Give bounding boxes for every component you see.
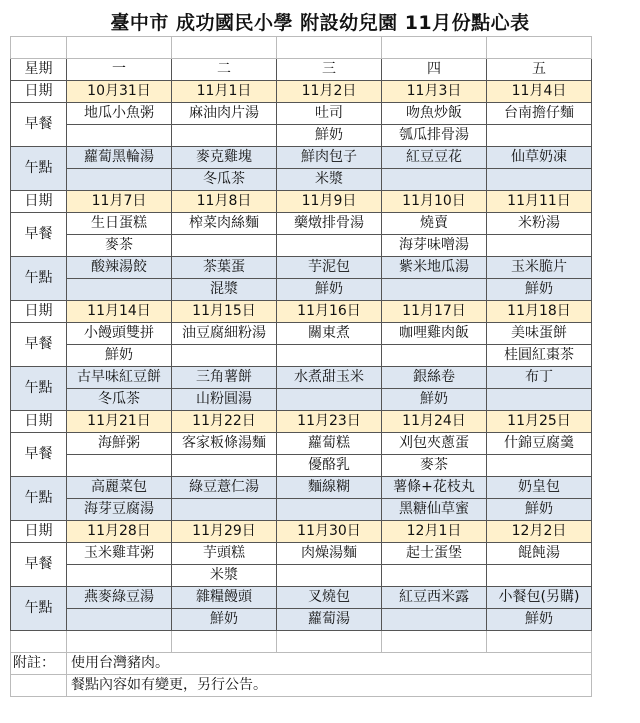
- empty-cell: [382, 631, 487, 653]
- weekday-header: 三: [277, 59, 382, 81]
- spacer-row: [11, 631, 592, 653]
- breakfast-item: 什錦豆腐羹: [487, 433, 592, 455]
- breakfast-row: [11, 125, 592, 147]
- snack-row: [11, 279, 592, 301]
- snack-item: [487, 389, 592, 411]
- date-cell: 12月2日: [487, 521, 592, 543]
- snack-item: 薯條+花枝丸: [382, 477, 487, 499]
- date-cell: 11月16日: [277, 301, 382, 323]
- breakfast-row: [11, 345, 592, 367]
- breakfast-item: 小饅頭雙拼: [67, 323, 172, 345]
- date-cell: 11月29日: [172, 521, 277, 543]
- snack-menu-table: [10, 36, 592, 697]
- empty-cell: [11, 675, 67, 697]
- snack-item: [172, 499, 277, 521]
- date-cell: 11月22日: [172, 411, 277, 433]
- date-row: [11, 411, 592, 433]
- page-title: 臺中市 成功國民小學 附設幼兒園 11月份點心表: [110, 12, 530, 34]
- breakfast-item: [487, 125, 592, 147]
- breakfast-item: [67, 125, 172, 147]
- empty-cell: [277, 37, 382, 59]
- snack-item: [382, 279, 487, 301]
- date-cell: 11月9日: [277, 191, 382, 213]
- breakfast-item: 燒賣: [382, 213, 487, 235]
- snack-item: 山粉圓湯: [172, 389, 277, 411]
- snack-item: 三角薯餅: [172, 367, 277, 389]
- breakfast-item: 起士蛋堡: [382, 543, 487, 565]
- breakfast-item: [277, 235, 382, 257]
- snack-item: 高麗菜包: [67, 477, 172, 499]
- breakfast-row: [11, 103, 592, 125]
- snack-item: 小餐包(另購): [487, 587, 592, 609]
- date-label: 日期: [11, 521, 67, 543]
- date-label: 日期: [11, 411, 67, 433]
- snack-item: 蘿蔔黑輪湯: [67, 147, 172, 169]
- breakfast-item: 米漿: [172, 565, 277, 587]
- breakfast-label: 早餐: [11, 543, 67, 587]
- date-cell: 11月15日: [172, 301, 277, 323]
- breakfast-item: 鮮奶: [277, 125, 382, 147]
- breakfast-label: 早餐: [11, 103, 67, 147]
- breakfast-item: 餛飩湯: [487, 543, 592, 565]
- snack-item: 銀絲卷: [382, 367, 487, 389]
- snack-item: 玉米脆片: [487, 257, 592, 279]
- snack-label: 午點: [11, 477, 67, 521]
- date-cell: 11月14日: [67, 301, 172, 323]
- snack-item: 紫米地瓜湯: [382, 257, 487, 279]
- snack-label: 午點: [11, 587, 67, 631]
- snack-item: [382, 609, 487, 631]
- empty-cell: [11, 631, 67, 653]
- date-cell: 12月1日: [382, 521, 487, 543]
- breakfast-item: 瓠瓜排骨湯: [382, 125, 487, 147]
- date-label: 日期: [11, 191, 67, 213]
- snack-row: [11, 389, 592, 411]
- breakfast-item: [172, 345, 277, 367]
- date-row: [11, 521, 592, 543]
- snack-item: [277, 499, 382, 521]
- breakfast-item: 美味蛋餅: [487, 323, 592, 345]
- snack-item: 叉燒包: [277, 587, 382, 609]
- date-cell: 11月30日: [277, 521, 382, 543]
- snack-item: 芋泥包: [277, 257, 382, 279]
- date-row: [11, 191, 592, 213]
- snack-item: [67, 169, 172, 191]
- snack-item: 綠豆薏仁湯: [172, 477, 277, 499]
- empty-cell: [172, 37, 277, 59]
- snack-item: [67, 279, 172, 301]
- snack-item: 鮮奶: [172, 609, 277, 631]
- snack-item: 茶葉蛋: [172, 257, 277, 279]
- snack-row: [11, 587, 592, 609]
- date-label: 日期: [11, 81, 67, 103]
- breakfast-label: 早餐: [11, 213, 67, 257]
- breakfast-item: 肉燥湯麵: [277, 543, 382, 565]
- snack-item: 冬瓜茶: [67, 389, 172, 411]
- snack-item: 黑糖仙草蜜: [382, 499, 487, 521]
- note-row: [11, 653, 592, 675]
- weekday-row: [11, 59, 592, 81]
- breakfast-item: 麥茶: [382, 455, 487, 477]
- breakfast-item: 優酪乳: [277, 455, 382, 477]
- breakfast-item: [172, 455, 277, 477]
- snack-item: 酸辣湯餃: [67, 257, 172, 279]
- breakfast-row: [11, 235, 592, 257]
- date-row: [11, 301, 592, 323]
- breakfast-item: [487, 455, 592, 477]
- empty-cell: [277, 631, 382, 653]
- empty-cell: [67, 631, 172, 653]
- snack-label: 午點: [11, 147, 67, 191]
- empty-cell: [487, 631, 592, 653]
- snack-item: 麵線糊: [277, 477, 382, 499]
- snack-item: 布丁: [487, 367, 592, 389]
- snack-item: 鮮肉包子: [277, 147, 382, 169]
- breakfast-item: 蘿蔔糕: [277, 433, 382, 455]
- snack-item: 燕麥綠豆湯: [67, 587, 172, 609]
- date-cell: 11月23日: [277, 411, 382, 433]
- date-cell: 11月4日: [487, 81, 592, 103]
- breakfast-item: 海鮮粥: [67, 433, 172, 455]
- breakfast-item: 芋頭糕: [172, 543, 277, 565]
- breakfast-item: [487, 235, 592, 257]
- date-cell: 11月11日: [487, 191, 592, 213]
- empty-cell: [11, 37, 67, 59]
- weekday-header: 四: [382, 59, 487, 81]
- date-cell: 11月17日: [382, 301, 487, 323]
- date-cell: 11月24日: [382, 411, 487, 433]
- snack-item: [277, 389, 382, 411]
- breakfast-item: [487, 565, 592, 587]
- snack-item: 鮮奶: [382, 389, 487, 411]
- breakfast-label: 早餐: [11, 433, 67, 477]
- breakfast-row: [11, 433, 592, 455]
- breakfast-item: [67, 455, 172, 477]
- weekday-header: 五: [487, 59, 592, 81]
- date-cell: 11月18日: [487, 301, 592, 323]
- date-cell: 10月31日: [67, 81, 172, 103]
- breakfast-item: [172, 125, 277, 147]
- date-cell: 11月3日: [382, 81, 487, 103]
- snack-row: [11, 609, 592, 631]
- date-cell: 11月25日: [487, 411, 592, 433]
- breakfast-item: 刈包夾蔥蛋: [382, 433, 487, 455]
- breakfast-item: 麻油肉片湯: [172, 103, 277, 125]
- breakfast-item: 麥茶: [67, 235, 172, 257]
- breakfast-item: 台南擔仔麵: [487, 103, 592, 125]
- snack-row: [11, 257, 592, 279]
- snack-row: [11, 477, 592, 499]
- date-cell: 11月10日: [382, 191, 487, 213]
- breakfast-item: 鮮奶: [67, 345, 172, 367]
- snack-item: 米漿: [277, 169, 382, 191]
- snack-item: 冬瓜茶: [172, 169, 277, 191]
- date-cell: 11月28日: [67, 521, 172, 543]
- note-line: 使用台灣豬肉。: [67, 653, 592, 675]
- breakfast-item: 油豆腐細粉湯: [172, 323, 277, 345]
- breakfast-item: 地瓜小魚粥: [67, 103, 172, 125]
- empty-cell: [487, 37, 592, 59]
- breakfast-item: 吐司: [277, 103, 382, 125]
- snack-item: 混漿: [172, 279, 277, 301]
- breakfast-row: [11, 213, 592, 235]
- date-cell: 11月21日: [67, 411, 172, 433]
- snack-item: 紅豆豆花: [382, 147, 487, 169]
- snack-item: 鮮奶: [487, 609, 592, 631]
- breakfast-item: 榨菜肉絲麵: [172, 213, 277, 235]
- breakfast-item: [382, 345, 487, 367]
- weekday-header: 一: [67, 59, 172, 81]
- breakfast-item: [67, 565, 172, 587]
- snack-item: [67, 609, 172, 631]
- date-cell: 11月1日: [172, 81, 277, 103]
- snack-label: 午點: [11, 367, 67, 411]
- snack-item: 雜糧饅頭: [172, 587, 277, 609]
- breakfast-item: 吻魚炒飯: [382, 103, 487, 125]
- empty-cell: [67, 37, 172, 59]
- breakfast-item: 海芽味噌湯: [382, 235, 487, 257]
- breakfast-item: 米粉湯: [487, 213, 592, 235]
- note-line: 餐點內容如有變更，另行公告。: [67, 675, 592, 697]
- date-cell: 11月7日: [67, 191, 172, 213]
- snack-item: 古早味紅豆餅: [67, 367, 172, 389]
- breakfast-item: 藥燉排骨湯: [277, 213, 382, 235]
- breakfast-item: 咖哩雞肉飯: [382, 323, 487, 345]
- breakfast-label: 早餐: [11, 323, 67, 367]
- empty-cell: [172, 631, 277, 653]
- breakfast-item: 生日蛋糕: [67, 213, 172, 235]
- breakfast-row: [11, 323, 592, 345]
- breakfast-item: [277, 565, 382, 587]
- snack-item: 奶皇包: [487, 477, 592, 499]
- snack-item: 麥克雞塊: [172, 147, 277, 169]
- breakfast-item: 客家粄條湯麵: [172, 433, 277, 455]
- weekday-label: 星期: [11, 59, 67, 81]
- date-cell: 11月2日: [277, 81, 382, 103]
- snack-row: [11, 169, 592, 191]
- snack-row: [11, 147, 592, 169]
- breakfast-item: [382, 565, 487, 587]
- breakfast-item: 玉米雞茸粥: [67, 543, 172, 565]
- empty-cell: [382, 37, 487, 59]
- snack-item: 仙草奶凍: [487, 147, 592, 169]
- breakfast-row: [11, 455, 592, 477]
- snack-item: [487, 169, 592, 191]
- spacer-row: [11, 37, 592, 59]
- breakfast-item: [277, 345, 382, 367]
- snack-row: [11, 367, 592, 389]
- snack-item: 蘿蔔湯: [277, 609, 382, 631]
- breakfast-row: [11, 565, 592, 587]
- breakfast-item: [172, 235, 277, 257]
- notes-label: 附註：: [11, 653, 67, 675]
- snack-item: 鮮奶: [487, 279, 592, 301]
- snack-item: 海芽豆腐湯: [67, 499, 172, 521]
- snack-item: 紅豆西米露: [382, 587, 487, 609]
- snack-row: [11, 499, 592, 521]
- breakfast-item: 桂圓紅棗茶: [487, 345, 592, 367]
- snack-item: 鮮奶: [277, 279, 382, 301]
- weekday-header: 二: [172, 59, 277, 81]
- date-cell: 11月8日: [172, 191, 277, 213]
- snack-item: 水煮甜玉米: [277, 367, 382, 389]
- snack-item: [382, 169, 487, 191]
- snack-label: 午點: [11, 257, 67, 301]
- note-row: [11, 675, 592, 697]
- date-row: [11, 81, 592, 103]
- snack-item: 鮮奶: [487, 499, 592, 521]
- breakfast-row: [11, 543, 592, 565]
- breakfast-item: 關東煮: [277, 323, 382, 345]
- date-label: 日期: [11, 301, 67, 323]
